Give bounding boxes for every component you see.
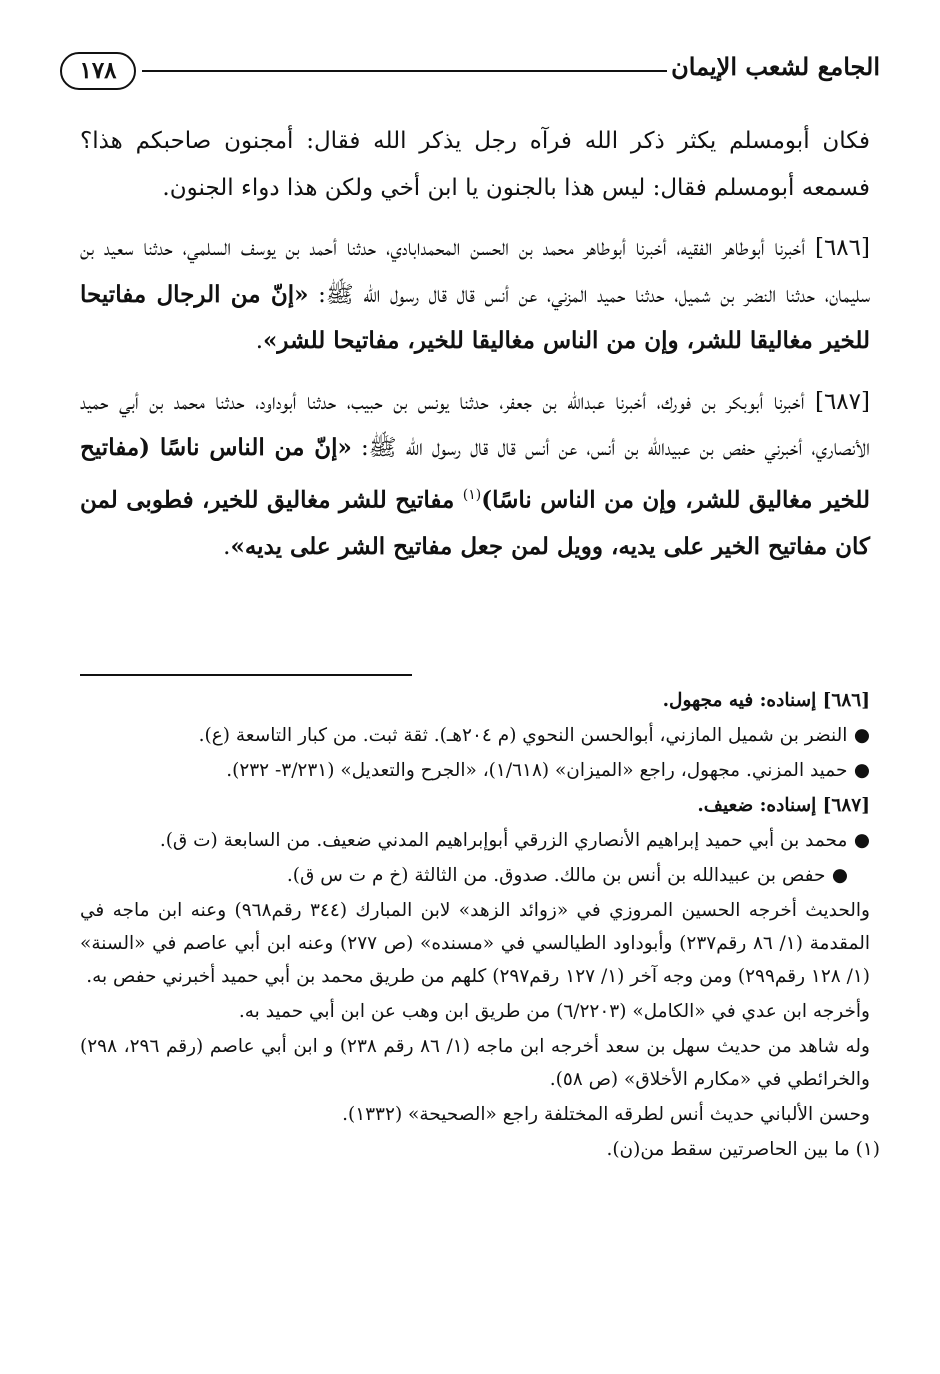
bullet-icon: ●	[825, 865, 848, 886]
hadith-687-matn-a: «إنّ من الناس ناسًا (مفاتيح للخير مغاليق للشر، وإن من الناس ناسًا)	[80, 434, 870, 514]
note-687-bullet-2: ● حفص بن عبيدالله بن أنس بن مالك. صدوق. من الثالثة (خ م ت س ق).	[286, 865, 848, 886]
footnote-separator	[80, 674, 412, 676]
main-text	[80, 118, 870, 584]
takhrij-2: وأخرجه ابن عدي في «الكامل» (٦/٢٢٠٣) من طريق ابن وهب عن ابن أبي حميد به.	[238, 1001, 870, 1022]
hadith-686	[80, 225, 870, 365]
bullet-icon: ●	[847, 725, 870, 746]
note-687-heading: [٦٨٧] إسناده: ضعيف.	[697, 795, 870, 816]
paragraph-abu-muslim: فكان أبومسلم يكثر ذكر الله فرآه رجل يذكر الله فقال: أمجنون صاحبكم هذا؟ فسمعه أبومسلم فقال: ليس هذا بالجنون يا ابن أخي ولكن هذا دواء الجنون.	[80, 128, 870, 201]
note-687-bullet-1: ● محمد بن أبي حميد إبراهيم الأنصاري الزرقي أبوإبراهيم المدني ضعيف. من السابعة (ت ق).	[159, 830, 870, 851]
bullet-icon: ●	[847, 830, 870, 851]
footnote-1: (١) ما بين الحاصرتين سقط من(ن).	[606, 1139, 880, 1160]
page-header	[60, 44, 880, 104]
takhrij-4: وحسن الألباني حديث أنس لطرقه المختلفة راجع «الصحيحة» (١٣٣٢).	[342, 1104, 870, 1125]
hadith-686-isnad: [٦٨٦] أخبرنا أبوطاهر الفقيه، أخبرنا أبوطاهر محمد بن الحسن المحمدابادي، حدثنا أحمد بن يوسف السلمي، حدثنا سعيد بن سليمان، حدثنا النضر بن شميل، حدثنا حميد المزني، عن أنس قال قال رسول الله ﷺ:	[80, 235, 870, 308]
hadith-687-end: .	[223, 533, 231, 560]
page-number: ١٧٨	[60, 52, 136, 90]
bullet-icon: ●	[847, 760, 870, 781]
hadith-687-matn-b: مفاتيح للشر مغاليق للخير، فطوبى لمن كان مفاتيح الخير على يديه، وويل لمن جعل مفاتيح الشر على يديه»	[80, 486, 870, 560]
note-686-heading: [٦٨٦] إسناده: فيه مجهول.	[662, 690, 870, 711]
note-686-bullet-1: ● النضر بن شميل المازني، أبوالحسن النحوي (م ٢٠٤هـ). ثقة ثبت. من كبار التاسعة (ع).	[198, 725, 870, 746]
takhrij-3: وله شاهد من حديث سهل بن سعد أخرجه ابن ماجه (١/ ٨٦ رقم ٢٣٨) و ابن أبي عاصم (رقم ٢٩٦، ٢٩٨) والخرائطي في «مكارم الأخلاق» (ص ٥٨).	[80, 1036, 870, 1090]
book-title: الجامع لشعب الإيمان	[671, 52, 880, 81]
notes-section	[80, 684, 880, 1168]
hadith-686-matn: «إنّ من الرجال مفاتيحا للخير مغاليقا للشر، وإن من الناس مغاليقا للخير، مفاتيحا للشر»	[80, 280, 870, 354]
takhrij-1: والحديث أخرجه الحسين المروزي في «زوائد الزهد» لابن المبارك (٣٤٤ رقم٩٦٨) وعنه ابن ماجه في المقدمة (١/ ٨٦ رقم٢٣٧) وأبوداود الطيالسي في «مسنده» (ص ٢٧٧) وعنه ابن أبي عاصم في «السنة» (١/ ١٢٨ رقم٢٩٩) ومن وجه آخر (١/ ١٢٧ رقم٢٩٧) كلهم من طريق محمد بن أبي حميد أخبرني حفص به.	[80, 900, 870, 987]
hadith-686-end: .	[255, 328, 264, 354]
footnote-marker: (١)	[462, 486, 482, 503]
header-rule	[142, 70, 667, 72]
note-686-bullet-2: ● حميد المزني. مجهول، راجع «الميزان» (١/٦١٨)، «الجرح والتعديل» (٣/٢٣١- ٢٣٢).	[226, 760, 870, 781]
hadith-687-isnad: [٦٨٧] أخبرنا أبوبكر بن فورك، أخبرنا عبدالله بن جعفر، حدثنا يونس بن حبيب، حدثنا أبوداود، حدثنا محمد بن أبي حميد الأنصاري، أخبرني حفص بن عبيدالله بن أنس، عن أنس قال قال رسول الله ﷺ:	[80, 388, 870, 461]
hadith-687	[80, 379, 870, 571]
